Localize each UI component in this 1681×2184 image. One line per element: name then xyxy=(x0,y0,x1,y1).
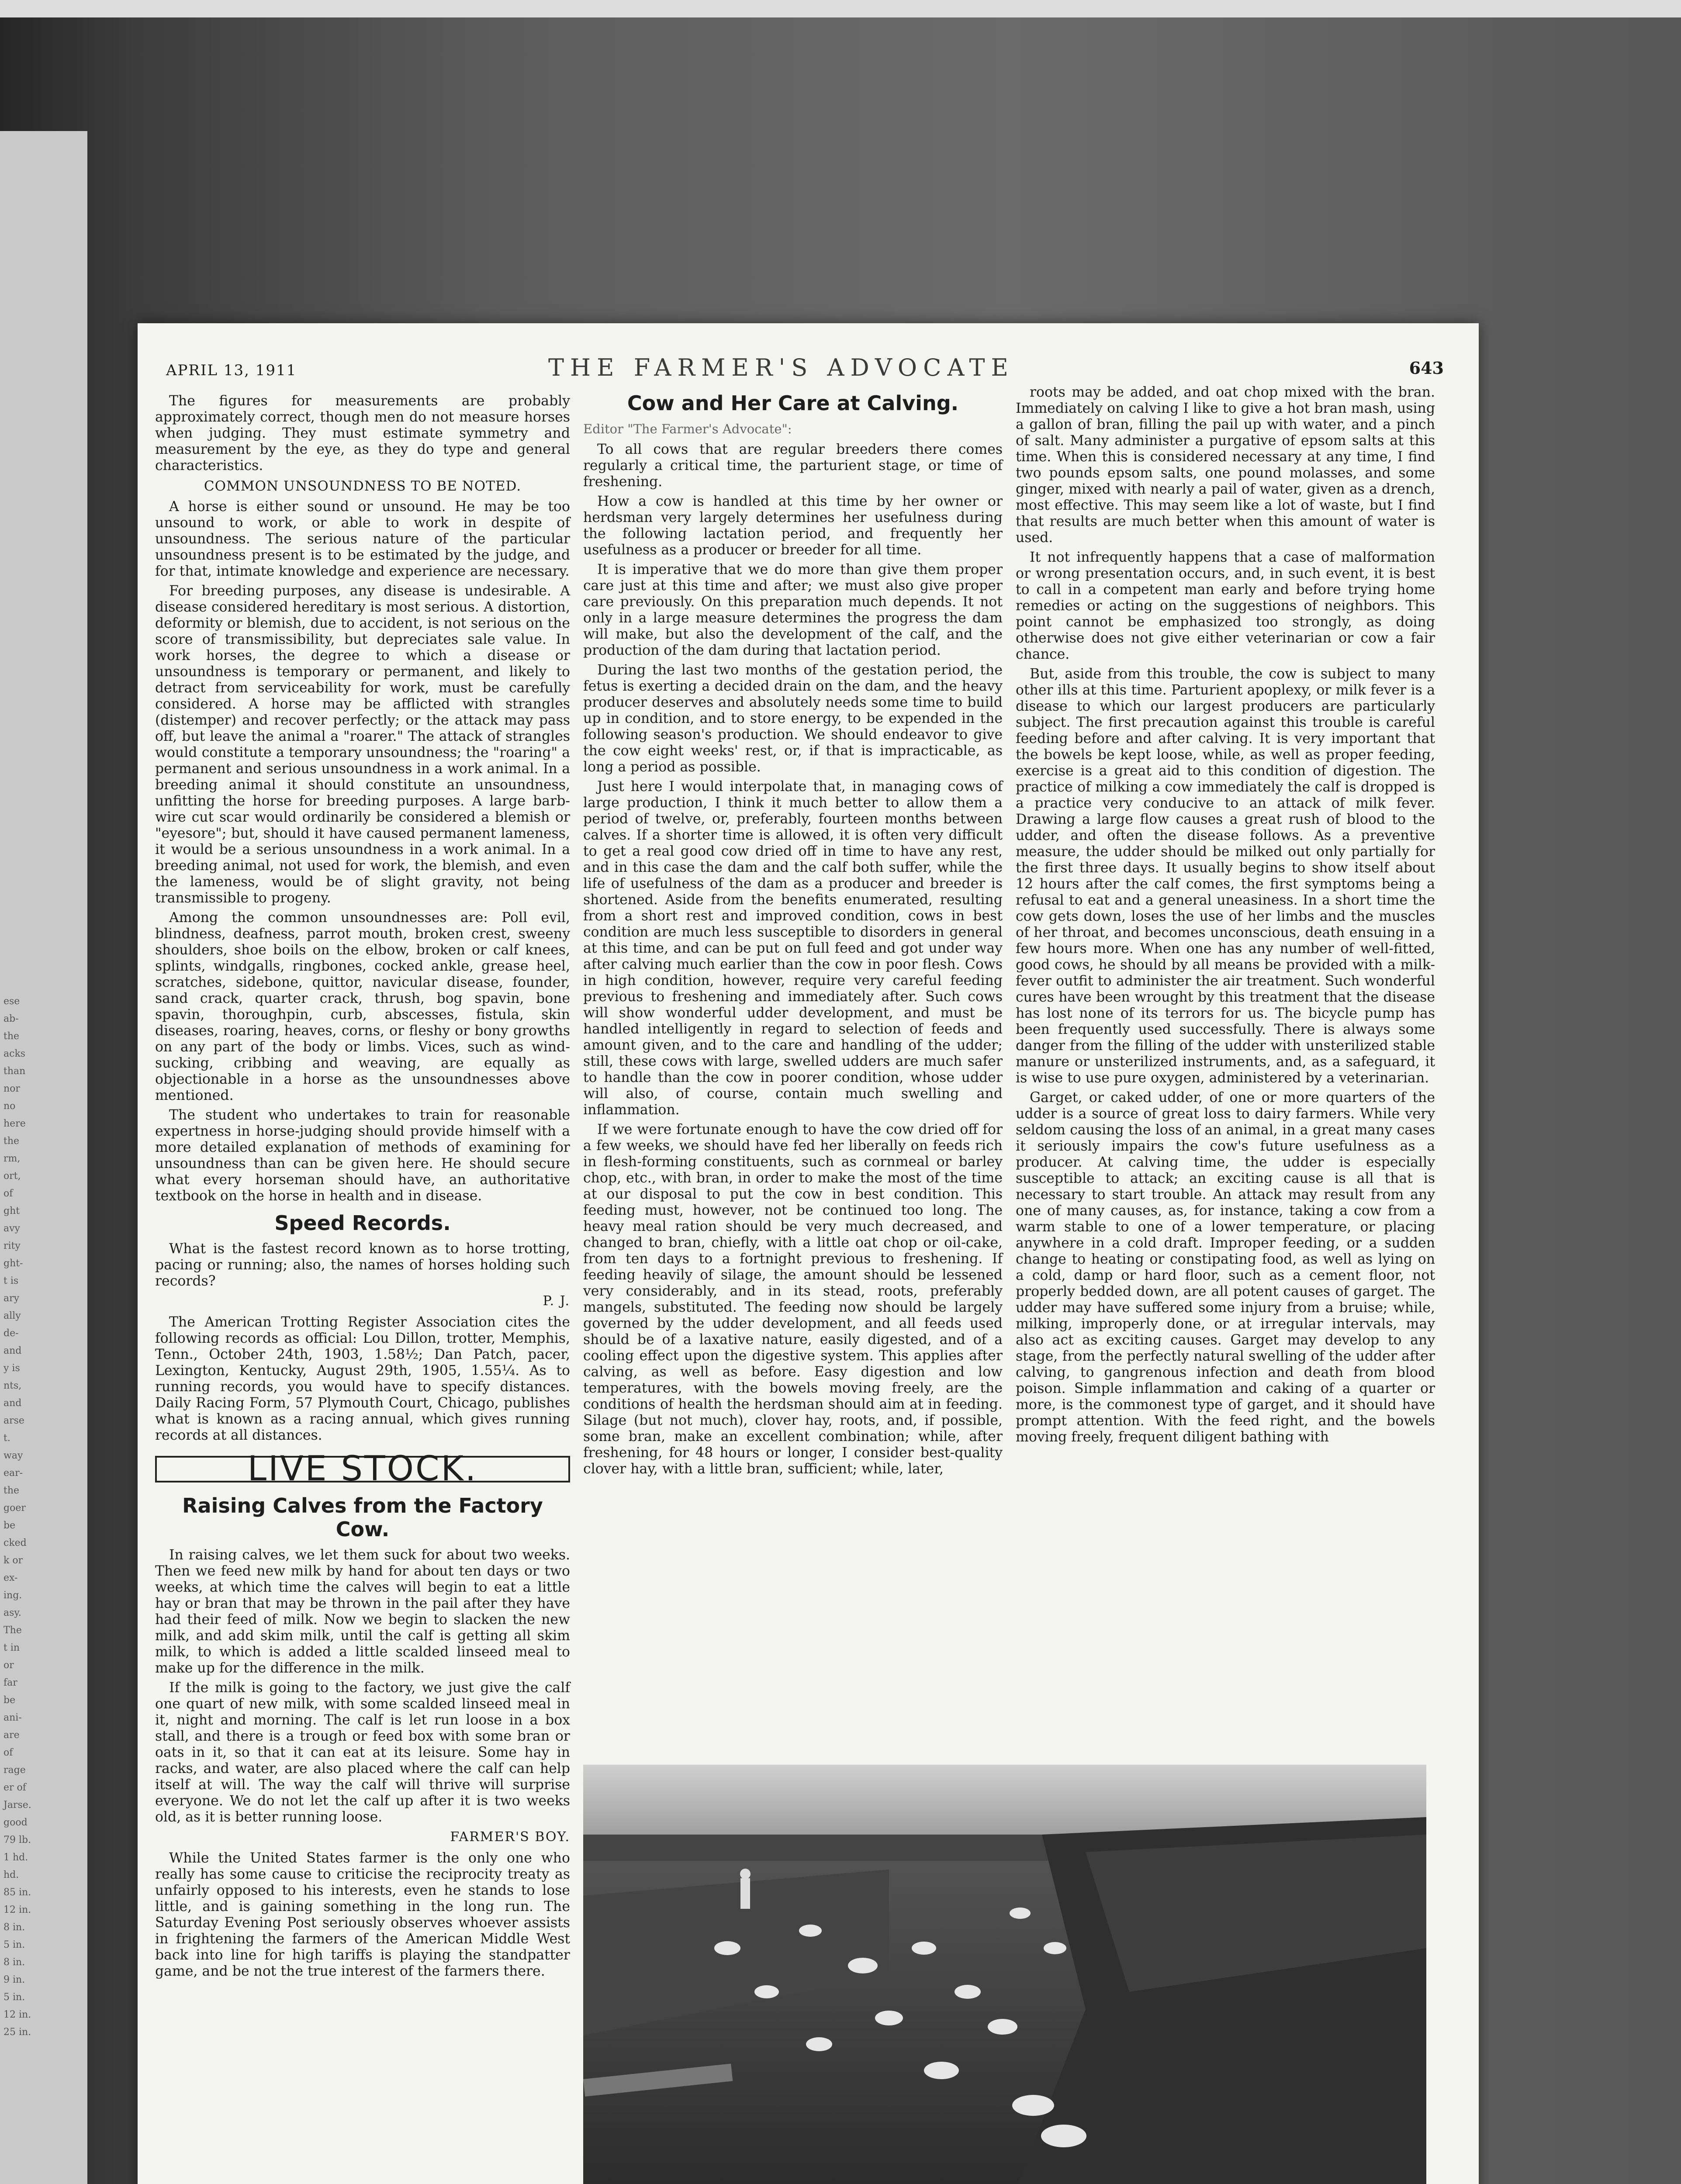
speed-answer: The American Trotting Register Association cites the following records as official: Lou Dillon, trotter, Memphis, Tenn., October 24th, 1903, 1.58½; Dan Patch, pacer, Lexington, Kentucky, August 29th, 1905, 1.55¼. As to running records, you would have to specify distances. Daily Racing Form, 57 Plymouth Court, Chicago, publishes what is known as a racing annual, which gives running records at all distances. xyxy=(155,1314,570,1443)
left-page-text-fragment: hd. xyxy=(3,1870,19,1880)
left-page-text-fragment: ear- xyxy=(3,1468,23,1479)
left-page-text-fragment: goer xyxy=(3,1503,26,1514)
left-page-text-fragment: ab- xyxy=(3,1013,19,1024)
unsoundness-paragraph: The student who undertakes to train for reasonable expertness in horse-judging should provide himself with a more detailed explanation of methods of examining for unsoundness than can be given here. He should secure what every horseman should have, an authoritative textbook on the horse in health and in disease. xyxy=(155,1107,570,1204)
left-page-text-fragment: The xyxy=(3,1625,22,1636)
unsoundness-paragraph: A horse is either sound or unsound. He may be too unsound to work, or able to work in despite of unsoundness. The serious nature of the particular unsoundness present is to be estimated by the judge, and for that, intimate knowledge and experience are necessary. xyxy=(155,499,570,579)
left-page-text-fragment: the xyxy=(3,1136,20,1147)
article-paragraph: Just here I would interpolate that, in managing cows of large production, I think it much better to allow them a period of twelve, or, preferably, fourteen months between calves. If a shorter time is allowed, it is often very difficult to get a real good cow dried off in time to have any rest, and in this case the dam and the calf both suffer, while the life of usefulness of the dam as a producer and breeder is shortened. Aside from the benefits enumerated, resulting from a short rest and improved condition, cows in best condition are much less susceptible to disorders in general at this time, and can be put on full feed and got under way after calving much earlier than the cow in poor flesh. Cows in high condition, however, require very careful feeding previous to freshening and immediately after. Such cows will show wonderful udder development, and must be handled intelligently in regard to selection of feeds and amount given, and to the care and handling of the udder; still, these cows with large, swelled udders are much safer to handle than the cow in poorer condition, whose udder will also, of course, contain much swelling and inflammation. xyxy=(583,779,1003,1118)
left-page-text-fragment: de- xyxy=(3,1328,19,1339)
left-page-text-fragment: ani- xyxy=(3,1712,22,1723)
left-page-text-fragment: and xyxy=(3,1345,22,1356)
speed-question-signature: P. J. xyxy=(543,1293,570,1309)
left-page-text-fragment: y is xyxy=(3,1363,20,1374)
left-page-text-fragment: far xyxy=(3,1677,17,1688)
speed-records-title: Speed Records. xyxy=(274,1211,451,1235)
newspaper-page xyxy=(138,323,1479,2184)
left-page-text-fragment: the xyxy=(3,1485,20,1496)
photo-illustration xyxy=(583,1765,1426,2184)
left-page-text-fragment: ght xyxy=(3,1206,20,1216)
left-page-fragment xyxy=(0,131,87,2184)
horse-measurements-paragraph: The figures for measurements are probably approximately correct, though men do not measure horses when judging. They must estimate symmetry and measurement by the eye, as they do type and general characteristics. xyxy=(155,393,570,473)
left-page-text-fragment: 12 in. xyxy=(3,1904,31,1915)
left-page-text-fragment: Jarse. xyxy=(3,1800,31,1811)
left-page-text-fragment: of xyxy=(3,1747,13,1758)
left-page-text-fragment: ary xyxy=(3,1293,20,1304)
left-page-text-fragment: or xyxy=(3,1660,14,1671)
page-header xyxy=(155,349,1461,384)
issue-date: APRIL 13, 1911 xyxy=(166,362,297,379)
left-page-text-fragment: 12 in. xyxy=(3,2009,31,2020)
raising-calves-paragraph: If the milk is going to the factory, we just give the calf one quart of new milk, with some scalded linseed meal in it, night and morning. The calf is let run loose in a box stall, and there is a trough or feed box with some bran or oats in it, so that it can eat at its leisure. Some hay in racks, and water, are also placed where the calf can help itself at will. The way the calf will thrive will surprise everyone. We do not let the calf up after it is two weeks old, as it is better running loose. xyxy=(155,1680,570,1825)
left-page-text-fragment: are xyxy=(3,1730,20,1741)
left-page-text-fragment: t is xyxy=(3,1275,19,1286)
article-title: Cow and Her Care at Calving. xyxy=(627,391,959,415)
masthead: THE FARMER'S ADVOCATE xyxy=(548,354,1014,381)
lambing-pens-photo xyxy=(583,1765,1426,2184)
left-page-text-fragment: avy xyxy=(3,1223,20,1234)
right-column xyxy=(1016,384,1435,1449)
article-paragraph: But, aside from this trouble, the cow is subject to many other ills at this time. Parturient apoplexy, or milk fever is a disease to which our largest producers are particularly subject. The first precaution against this trouble is careful feeding before and after calving. It is very important that the bowels be kept loose, while, as well as proper feeding, exercise is a great aid to this condition of digestion. The practice of milking a cow immediately the calf is dropped is a practice very conducive to an attack of milk fever. Drawing a large flow causes a great rush of blood to the udder, and often the disease follows. As a preventive measure, the udder should be milked out only partially for the first three days. It usually begins to show itself about 12 hours after the calf comes, the first symptoms being a refusal to eat and a general uneasiness. In a short time the cow gets down, loses the use of her limbs and the muscles of her throat, and becomes unconscious, death ensuing in a few hours more. When one has any number of well-fitted, good cows, he should by all means be provided with a milk-fever outfit to administer the air treatment. Such wonderful cures have been wrought by this treatment that the disease has lost none of its terrors for us. The bicycle pump has been frequently used successfully. There is always some danger from the filling of the udder with unsterilized stable manure or unsterilized instruments, and, as a safeguard, it is wise to use pure oxygen, administered by a veterinarian. xyxy=(1016,666,1435,1086)
left-page-text-fragment: 9 in. xyxy=(3,1974,25,1985)
middle-column xyxy=(583,384,1003,1481)
unsoundness-paragraph: Among the common unsoundnesses are: Poll evil, blindness, deafness, parrot mouth, broken crest, sweeny shoulders, shoe boils on the elbow, broken or calf knees, splints, windgalls, ringbones, cocked ankle, grease heel, scratches, sidebone, quittor, navicular disease, founder, sand crack, quarter crack, thrush, bog spavin, bone spavin, thoroughpin, curb, abscesses, fistula, skin diseases, roaring, heaves, corns, or fleshy or bony growths on any part of the body or limbs. Vices, such as wind-sucking, cribbing and weaving, are equally as objectionable in a horse as the unsoundnesses above mentioned. xyxy=(155,910,570,1103)
reciprocity-paragraph: While the United States farmer is the only one who really has some cause to criticise the reciprocity treaty as unfairly opposed to his interests, even he stands to lose little, and is gaining something in the long run. The Saturday Evening Post seriously observes whoever assists in frightening the farmers of the American Middle West back into line for high tariffs is playing the standpatter game, and be not the true interest of the farmers there. xyxy=(155,1850,570,1979)
left-page-text-fragment: t in xyxy=(3,1642,20,1653)
scan-top-edge xyxy=(0,0,1681,17)
left-page-text-fragment: here xyxy=(3,1118,26,1129)
left-page-text-fragment: acks xyxy=(3,1048,26,1059)
left-page-text-fragment: be xyxy=(3,1695,16,1706)
left-page-text-fragment: er of xyxy=(3,1782,26,1793)
left-page-text-fragment: asy. xyxy=(3,1607,21,1618)
left-page-text-fragment: nts, xyxy=(3,1380,22,1391)
left-page-text-fragment: k or xyxy=(3,1555,23,1566)
left-page-text-fragment: of xyxy=(3,1188,13,1199)
page-number: 643 xyxy=(1409,358,1444,378)
left-page-text-fragment: nor xyxy=(3,1083,20,1094)
left-page-text-fragment: than xyxy=(3,1066,26,1077)
left-page-text-fragment: ese xyxy=(3,996,20,1007)
left-page-text-fragment: and xyxy=(3,1398,22,1409)
livestock-banner: LIVE STOCK. xyxy=(155,1456,570,1482)
article-byline: Editor "The Farmer's Advocate": xyxy=(583,422,792,436)
left-page-text-fragment: ally xyxy=(3,1310,21,1321)
left-page-text-fragment: rm, xyxy=(3,1153,21,1164)
left-page-text-fragment: cked xyxy=(3,1538,27,1548)
left-page-text-fragment: arse xyxy=(3,1415,24,1426)
raising-calves-title: Raising Calves from the Factory Cow. xyxy=(182,1494,543,1541)
article-paragraph: How a cow is handled at this time by her owner or herdsman very largely determines her usefulness during the following lactation period, and frequently her usefulness as a producer or breeder for all time. xyxy=(583,494,1003,558)
left-page-text-fragment: 25 in. xyxy=(3,2027,31,2038)
article-paragraph: To all cows that are regular breeders there comes regularly a critical time, the parturient stage, or time of freshening. xyxy=(583,442,1003,490)
article-paragraph: During the last two months of the gestation period, the fetus is exerting a decided drain on the dam, and the heavy producer deserves and absolutely needs some time to build up in condition, and to store energy, to be expended in the following season's production. We should endeavor to give the cow eight weeks' rest, or, if that is impracticable, as long a period as possible. xyxy=(583,662,1003,775)
left-page-text-fragment: ort, xyxy=(3,1171,21,1182)
left-page-text-fragment: t. xyxy=(3,1433,10,1444)
article-paragraph: Garget, or caked udder, of one or more quarters of the udder is a source of great loss to dairy farmers. While very seldom causing the loss of an animal, in a great many cases it seriously impairs the cow's future usefulness as a producer. At calving time, the udder is especially susceptible to attack; an exciting cause is all that is necessary to start trouble. An attack may result from any one of many causes, as, for instance, taking a cow from a warm stable to one of a lower temperature, or placing anywhere in a cold draft. Improper feeding, or a sudden change to heating or constipating food, as well as lying on a cold, damp or hard floor, such as a cement floor, not properly bedded down, are all potent causes of garget. The udder may have suffered some injury from a bruise; while, milking, improperly done, or at irregular intervals, may also act as exciting causes. Garget may develop to any stage, from the perfectly natural swelling of the udder after calving, to gangrenous infection and death from blood poison. Simple inflammation and caking of a quarter or more, is the commonest type of garget, and it should have prompt attention. With the feed right, and the bowels moving freely, frequent diligent bathing with xyxy=(1016,1090,1435,1445)
raising-calves-signature: FARMER'S BOY. xyxy=(450,1829,570,1845)
raising-calves-paragraph: In raising calves, we let them suck for about two weeks. Then we feed new milk by hand for about ten days or two weeks, at which time the calves will begin to eat a little hay or bran that may be thrown in the pail after they have had their feed of milk. Now we begin to slacken the new milk, and add skim milk, until the calf is getting all skim milk, to which is added a little scalded linseed meal to make up for the difference in the milk. xyxy=(155,1547,570,1676)
left-page-text-fragment: no xyxy=(3,1101,16,1112)
article-paragraph: It not infrequently happens that a case of malformation or wrong presentation occurs, and, in such event, it is best to call in a competent man early and before trying home remedies or acting on the suggestions of neighbors. This point cannot be emphasized too strongly, as doing otherwise does not give either veterinarian or cow a fair chance. xyxy=(1016,549,1435,662)
left-page-text-fragment: 1 hd. xyxy=(3,1852,28,1863)
article-paragraph: roots may be added, and oat chop mixed with the bran. Immediately on calving I like to give a hot bran mash, using a gallon of bran, filling the pail up with water, and a pinch of salt. Many administer a purgative of epsom salts at this time. When this is considered necessary at any time, I find two pounds epsom salts, one pound molasses, and some ginger, mixed with nearly a pail of water, given as a drench, most effective. This may seem like a lot of waste, but I find that results are much better when this amount of water is used. xyxy=(1016,384,1435,546)
left-page-text-fragment: 8 in. xyxy=(3,1922,25,1933)
left-page-text-fragment: 5 in. xyxy=(3,1939,25,1950)
left-column xyxy=(155,393,570,1983)
left-page-text-fragment: the xyxy=(3,1031,20,1042)
left-page-text-fragment: 79 lb. xyxy=(3,1835,31,1845)
left-page-text-fragment: ex- xyxy=(3,1572,18,1583)
left-page-text-fragment: 85 in. xyxy=(3,1887,31,1898)
left-page-text-fragment: 8 in. xyxy=(3,1957,25,1968)
left-page-text-fragment: be xyxy=(3,1520,16,1531)
left-page-text-fragment: ght- xyxy=(3,1258,23,1269)
article-paragraph: If we were fortunate enough to have the cow dried off for a few weeks, we should have fed her liberally on feeds rich in flesh-forming constituents, such as cornmeal or barley chop, etc., with bran, in order to make the most of the time at our disposal to put the cow in best condition. This feeding must, however, not be continued too long. The heavy meal ration should be very much decreased, and changed to bran, chiefly, with a little oat chop or oil-cake, from ten days to a fortnight previous to freshening. If feeding heavily of silage, the amount should be lessened very considerably, and in its stead, roots, preferably mangels, substituted. The feeding now should be largely governed by the udder development, and all feeds used should be of a laxative nature, easily digested, and of a cooling effect upon the digestive system. This applies after calving, as well as before. Easy digestion and low temperatures, with the bowels moving freely, are the conditions of health the herdsman should aim at in feeding. Silage (but not much), clover hay, roots, and, if possible, some bran, make an excellent combination; while, after freshening, for 48 hours or longer, I consider best-quality clover hay, with a little bran, sufficient; while, later, xyxy=(583,1122,1003,1477)
unsoundness-heading: COMMON UNSOUNDNESS TO BE NOTED. xyxy=(204,478,522,494)
left-page-text-fragment: ing. xyxy=(3,1590,22,1601)
speed-question: What is the fastest record known as to horse trotting, pacing or running; also, the names of horses holding such records? xyxy=(155,1241,570,1289)
unsoundness-paragraph: For breeding purposes, any disease is undesirable. A disease considered hereditary is most serious. A distortion, deformity or blemish, due to accident, is not serious on the score of transmissibility, but depreciates sale value. In work horses, the degree to which a disease or unsoundness is temporary or permanent, and likely to detract from serviceability for work, must be carefully considered. A horse may be afflicted with strangles (distemper) and recover perfectly; or the attack may pass off, but leave the animal a "roarer." The attack of strangles would constitute a temporary unsoundness; the "roaring" a permanent and serious unsoundness in a work animal. In a breeding animal it should constitute an unsoundness, unfitting the horse for breeding purposes. A large barb-wire cut scar would ordinarily be considered a blemish or "eyesore"; but, should it have caused permanent lameness, it would be a serious unsoundness in a work animal. In a breeding animal, not used for work, the blemish, and even the lameness, would be of slight gravity, not being transmissible to progeny. xyxy=(155,583,570,906)
left-page-text-fragment: 5 in. xyxy=(3,1992,25,2003)
left-page-text-fragment: good xyxy=(3,1817,28,1828)
left-page-text-fragment: rage xyxy=(3,1765,26,1776)
left-page-text-fragment: way xyxy=(3,1450,23,1461)
left-page-text-fragment: rity xyxy=(3,1241,21,1251)
article-paragraph: It is imperative that we do more than give them proper care just at this time and after; we must also give proper care previously. On this preparation much depends. It not only in a large measure determines the progress the dam will make, but also the development of the calf, and the production of the dam during that lactation period. xyxy=(583,562,1003,658)
